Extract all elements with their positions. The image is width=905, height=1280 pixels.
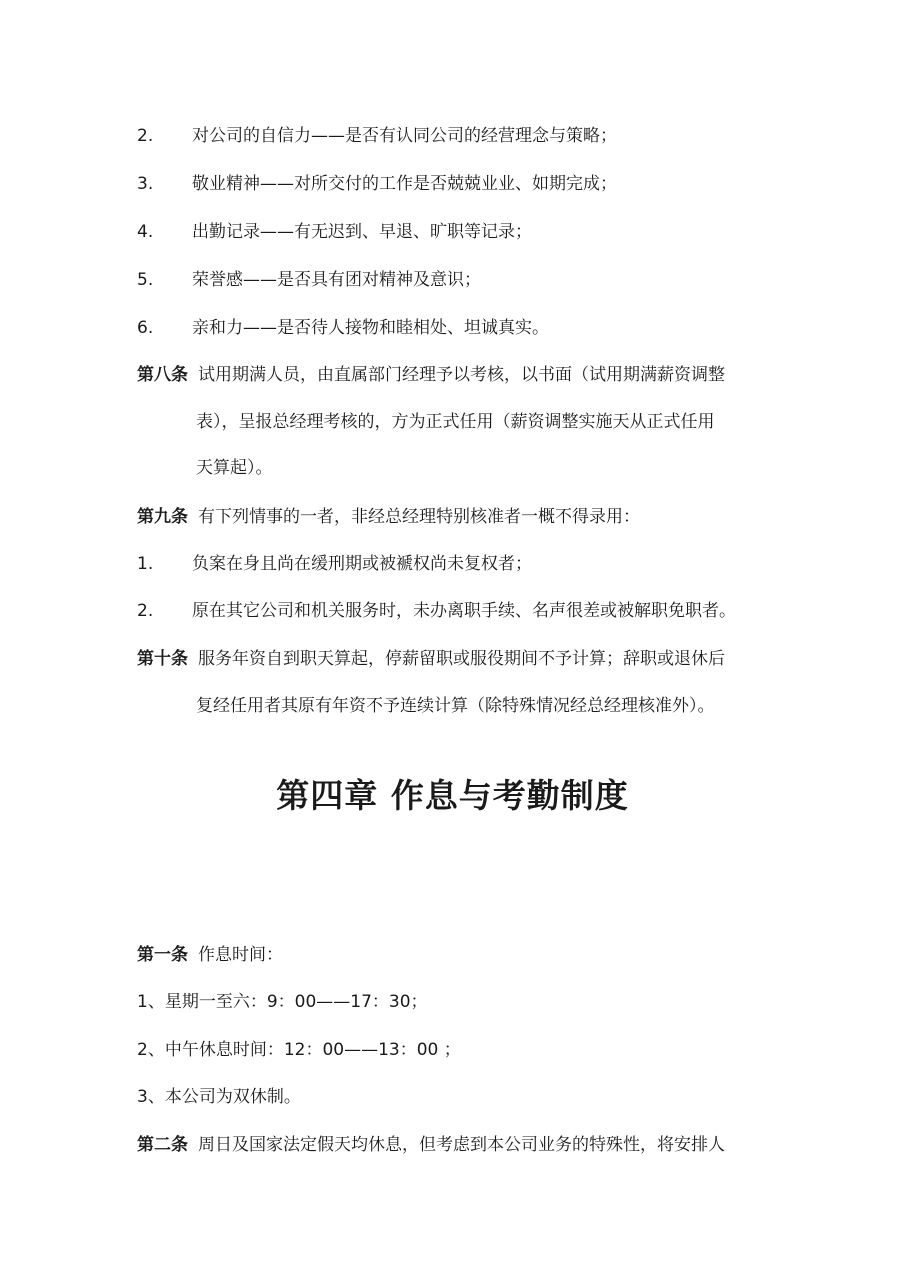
article-10 [137, 647, 725, 671]
item-text: 负案在身且尚在缓刑期或被褫权尚未复权者； [192, 554, 532, 574]
item-text: 敬业精神——对所交付的工作是否兢兢业业、如期完成； [192, 174, 617, 194]
article-8-continuation: 天算起）。 [196, 458, 273, 478]
article-text: 周日及国家法定假天均休息，但考虑到本公司业务的特殊性，将安排人 [198, 1135, 725, 1155]
ch4-article-1 [137, 943, 283, 967]
schedule-item: 3、本公司为双休制。 [137, 1087, 301, 1107]
schedule-item: 2、中午休息时间：12：00——13：00 ； [137, 1040, 461, 1060]
article-9 [137, 505, 640, 529]
item-number: 4. [137, 222, 154, 242]
article-label: 第二条 [137, 1135, 188, 1155]
item-number: 5. [137, 270, 154, 290]
schedule-item: 1、星期一至六：9：00——17：30； [137, 992, 428, 1012]
item-number: 1. [137, 554, 154, 574]
item-text: 亲和力——是否待人接物和睦相处、坦诚真实。 [192, 318, 549, 338]
chapter-heading: 第四章 作息与考勤制度 [276, 776, 629, 815]
item-number: 3. [137, 174, 154, 194]
ch4-article-2 [137, 1133, 725, 1157]
article-text: 试用期满人员，由直属部门经理予以考核，以书面（试用期满薪资调整 [198, 365, 725, 385]
article-text: 有下列情事的一者，非经总经理特别核准者一概不得录用： [198, 507, 640, 527]
item-text: 原在其它公司和机关服务时，未办离职手续、名声很差或被解职免职者。 [192, 601, 736, 621]
item-number: 2. [137, 126, 154, 146]
item-number: 2. [137, 601, 154, 621]
article-label: 第九条 [137, 507, 188, 527]
article-8-continuation: 表），呈报总经理考核的，方为正式任用（薪资调整实施天从正式任用 [196, 412, 715, 432]
item-text: 荣誉感——是否具有团对精神及意识； [192, 270, 481, 290]
item-text: 对公司的自信力——是否有认同公司的经营理念与策略； [192, 126, 617, 146]
item-text: 出勤记录——有无迟到、早退、旷职等记录； [192, 222, 532, 242]
article-label: 第一条 [137, 945, 188, 965]
article-8 [137, 363, 725, 387]
article-label: 第十条 [137, 649, 188, 669]
article-text: 作息时间： [198, 945, 283, 965]
article-text: 服务年资自到职天算起，停薪留职或服役期间不予计算；辞职或退休后 [198, 649, 725, 669]
article-10-continuation: 复经任用者其原有年资不予连续计算（除特殊情况经总经理核准外）。 [196, 696, 715, 716]
article-label: 第八条 [137, 365, 188, 385]
item-number: 6. [137, 318, 154, 338]
